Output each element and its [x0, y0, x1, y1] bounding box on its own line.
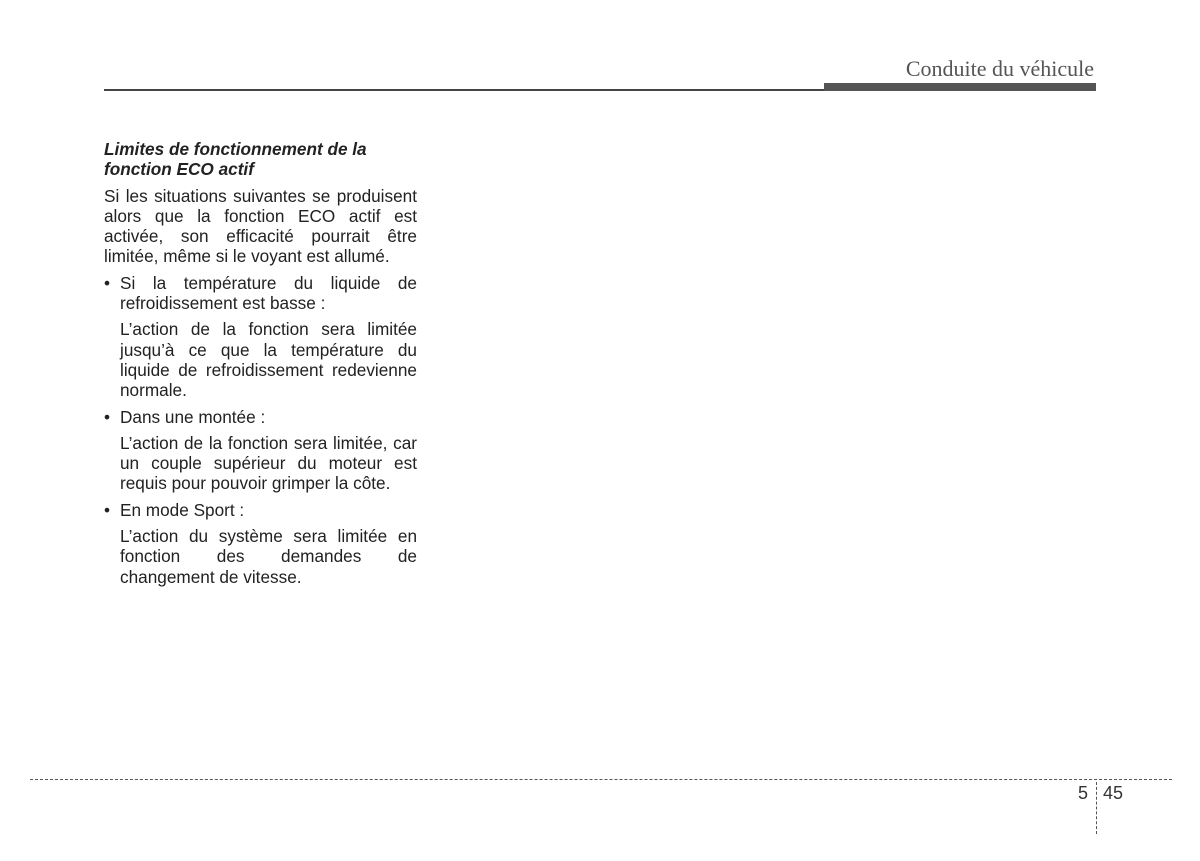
bullet-title: En mode Sport : — [120, 499, 245, 520]
bullet-title: Si la température du liquide de refroidissement est basse : — [120, 272, 417, 314]
intro-paragraph: Si les situations suivantes se produisent alors que la fonction ECO actif est activée, son efficacité pourrait être limitée, même si le voyant est allumé. — [104, 185, 417, 267]
list-item — [104, 273, 417, 401]
bullet-description: L’action de la fonction sera limitée, car un couple supérieur du moteur est requis pour pouvoir grimper la côte. — [120, 432, 417, 494]
header-rule-accent — [824, 83, 1096, 91]
conditions-list — [104, 273, 417, 587]
footer-divider — [1096, 782, 1097, 834]
section-heading: Limites de fonctionnement de la fonction ECO actif — [104, 139, 367, 180]
header-rule — [104, 89, 826, 91]
running-header-title: Conduite du véhicule — [905, 56, 1094, 81]
bullet-title: Dans une montée : — [120, 406, 266, 427]
main-column — [104, 139, 417, 593]
bullet-icon: • — [104, 406, 111, 427]
chapter-number: 5 — [1078, 783, 1089, 803]
list-item — [104, 500, 417, 587]
bullet-icon: • — [104, 272, 111, 293]
list-item — [104, 407, 417, 494]
bullet-description: L’action de la fonction sera limitée jusqu’à ce que la température du liquide de refroidissement redevienne normale. — [120, 319, 417, 401]
bullet-icon: • — [104, 499, 111, 520]
page-number: 45 — [1103, 783, 1124, 803]
footer-rule — [30, 779, 1172, 780]
bullet-description: L’action du système sera limitée en fonction des demandes de changement de vitesse. — [120, 526, 417, 587]
